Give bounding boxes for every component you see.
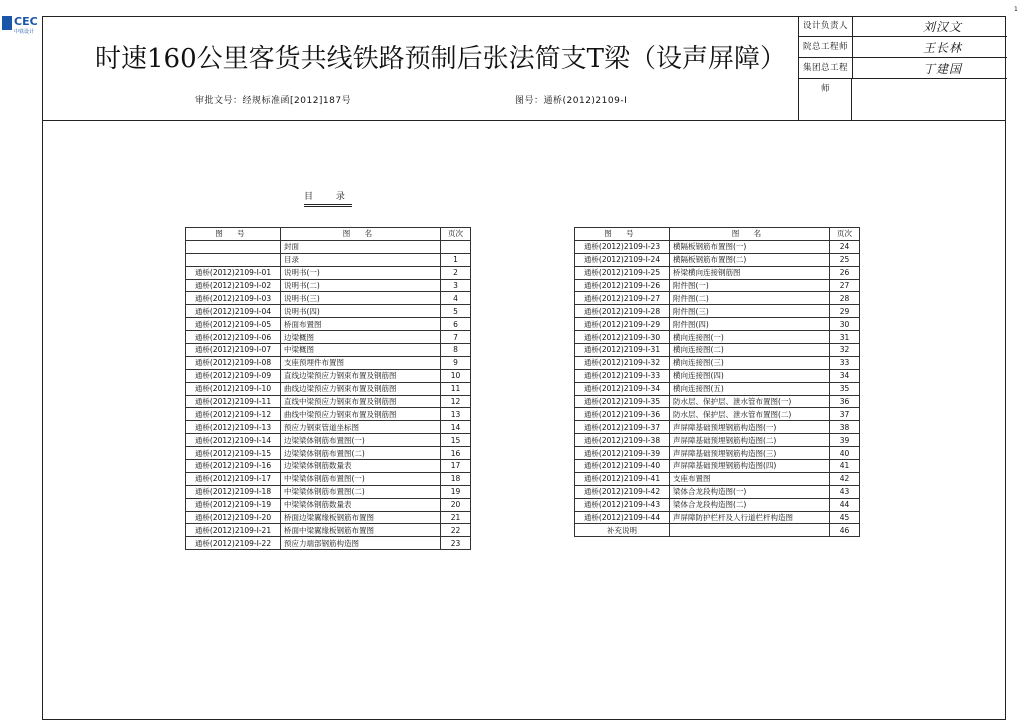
signature-label: 集团总工程师 [799,58,853,79]
drawing-number-cell: 补充说明 [575,524,670,537]
drawing-name-cell: 声屏障基础预埋钢筋构造图(四) [670,460,830,473]
page-cell: 25 [830,253,860,266]
logo [2,16,42,40]
drawing-name-cell: 梁体合龙段构造图(二) [670,498,830,511]
drawing-name-cell: 横向连接图(四) [670,369,830,382]
drawing-name-cell: 中梁梁体钢筋布置图(二) [281,485,441,498]
page-cell: 10 [441,369,471,382]
signature-row [799,58,1007,94]
table-row [575,331,860,344]
drawing-number-cell: 通桥(2012)2109-Ⅰ-09 [186,369,281,382]
table-row [186,498,471,511]
page-cell: 21 [441,511,471,524]
table-row [186,537,471,550]
table-row [186,331,471,344]
table-row [575,460,860,473]
drawing-number-cell: 通桥(2012)2109-Ⅰ-17 [186,472,281,485]
page-cell: 19 [441,485,471,498]
drawing-name-cell: 附件图(二) [670,292,830,305]
drawing-number-cell: 通桥(2012)2109-Ⅰ-23 [575,240,670,253]
drawing-number-cell: 通桥(2012)2109-Ⅰ-29 [575,318,670,331]
drawing-number-cell: 通桥(2012)2109-Ⅰ-07 [186,344,281,357]
header-page: 页次 [830,228,860,241]
page-cell: 18 [441,472,471,485]
table-row [186,511,471,524]
table-row [575,382,860,395]
header-page: 页次 [441,228,471,241]
page-cell: 4 [441,292,471,305]
page-cell: 30 [830,318,860,331]
table-row [575,266,860,279]
drawing-name-cell: 说明书(三) [281,292,441,305]
drawing-number-cell: 通桥(2012)2109-Ⅰ-33 [575,369,670,382]
drawing-name-cell: 防水层、保护层、泄水管布置图(二) [670,408,830,421]
drawing-number-cell: 通桥(2012)2109-Ⅰ-32 [575,356,670,369]
signature-row [799,16,1007,37]
table-row [575,421,860,434]
page-cell: 40 [830,447,860,460]
drawing-name-cell: 桥梁横向连接钢筋图 [670,266,830,279]
signature-cell [853,16,1007,37]
page-cell: 7 [441,331,471,344]
drawing-title: 时速160公里客货共线铁路预制后张法简支T梁（设声屏障） [95,44,786,74]
table-row [575,292,860,305]
logo-mark [2,16,12,30]
header-drawing-no: 图 号 [575,228,670,241]
signature-row [799,37,1007,58]
table-row [575,498,860,511]
page-cell: 23 [441,537,471,550]
table-row [575,511,860,524]
drawing-number-cell: 通桥(2012)2109-Ⅰ-44 [575,511,670,524]
table-row [186,292,471,305]
drawing-name-cell: 横向连接图(二) [670,344,830,357]
page-cell: 5 [441,305,471,318]
page-cell: 43 [830,485,860,498]
toc-table-left [185,227,471,550]
drawing-number-cell: 通桥(2012)2109-Ⅰ-36 [575,408,670,421]
signature-cell [853,37,1007,58]
drawing-number-cell: 通桥(2012)2109-Ⅰ-43 [575,498,670,511]
page-cell: 37 [830,408,860,421]
table-row [186,253,471,266]
drawing-name-cell: 中梁梁体钢筋数量表 [281,498,441,511]
page-cell: 45 [830,511,860,524]
drawing-name-cell: 声屏障基础预埋钢筋构造图(二) [670,434,830,447]
drawing-name-cell: 横隔板钢筋布置图(一) [670,240,830,253]
drawing-number-cell: 通桥(2012)2109-Ⅰ-27 [575,292,670,305]
drawing-name-cell: 附件图(四) [670,318,830,331]
drawing-number-cell: 通桥(2012)2109-Ⅰ-31 [575,344,670,357]
drawing-number-cell: 通桥(2012)2109-Ⅰ-28 [575,305,670,318]
drawing-number: 图号：通桥(2012)2109-Ⅰ [515,96,628,106]
table-row [186,382,471,395]
signature-spacer [798,79,852,120]
header-divider [42,120,1006,121]
drawing-number-cell: 通桥(2012)2109-Ⅰ-19 [186,498,281,511]
drawing-number-cell: 通桥(2012)2109-Ⅰ-34 [575,382,670,395]
drawing-number-cell: 通桥(2012)2109-Ⅰ-14 [186,434,281,447]
page-cell: 9 [441,356,471,369]
drawing-name-cell [670,524,830,537]
drawing-name-cell: 桥面布置图 [281,318,441,331]
drawing-number-cell: 通桥(2012)2109-Ⅰ-01 [186,266,281,279]
contents-heading: 目 录 [304,192,355,202]
drawing-number-cell: 通桥(2012)2109-Ⅰ-39 [575,447,670,460]
page-cell: 12 [441,395,471,408]
drawing-name-cell: 附件图(三) [670,305,830,318]
table-row [186,369,471,382]
table-row [575,395,860,408]
table-row [575,447,860,460]
table-row [186,524,471,537]
page-cell [441,240,471,253]
drawing-number-cell: 通桥(2012)2109-Ⅰ-04 [186,305,281,318]
page-cell: 13 [441,408,471,421]
table-header-row [186,228,471,241]
drawing-name-cell: 横隔板钢筋布置图(二) [670,253,830,266]
drawing-number-cell: 通桥(2012)2109-Ⅰ-25 [575,266,670,279]
drawing-number-cell: 通桥(2012)2109-Ⅰ-26 [575,279,670,292]
drawing-name-cell: 说明书(四) [281,305,441,318]
drawing-number-cell: 通桥(2012)2109-Ⅰ-21 [186,524,281,537]
drawing-name-cell: 桥面边梁翼缘板钢筋布置图 [281,511,441,524]
table-row [186,305,471,318]
drawing-name-cell: 说明书(一) [281,266,441,279]
drawing-number-cell: 通桥(2012)2109-Ⅰ-38 [575,434,670,447]
table-row [575,305,860,318]
drawing-name-cell: 预应力钢束管道坐标图 [281,421,441,434]
page-cell: 41 [830,460,860,473]
drawing-number-cell: 通桥(2012)2109-Ⅰ-24 [575,253,670,266]
page-cell: 22 [441,524,471,537]
drawing-number-cell: 通桥(2012)2109-Ⅰ-13 [186,421,281,434]
drawing-number-cell: 通桥(2012)2109-Ⅰ-02 [186,279,281,292]
drawing-number-cell: 通桥(2012)2109-Ⅰ-16 [186,460,281,473]
drawing-number-cell [186,240,281,253]
drawing-number-cell: 通桥(2012)2109-Ⅰ-10 [186,382,281,395]
table-row [186,356,471,369]
table-row [575,279,860,292]
table-row [575,344,860,357]
signature-cell [853,58,1007,79]
table-row [186,460,471,473]
page-cell: 27 [830,279,860,292]
drawing-name-cell: 曲线中梁预应力钢束布置及钢筋图 [281,408,441,421]
page-cell: 15 [441,434,471,447]
table-row [186,472,471,485]
signature: 丁建国 [923,62,963,76]
drawing-number-cell: 通桥(2012)2109-Ⅰ-05 [186,318,281,331]
drawing-name-cell: 边梁梁体钢筋布置图(一) [281,434,441,447]
signature-label: 设计负责人 [799,16,853,37]
drawing-number-cell: 通桥(2012)2109-Ⅰ-15 [186,447,281,460]
header-drawing-no: 图 号 [186,228,281,241]
drawing-name-cell: 声屏障基础预埋钢筋构造图(三) [670,447,830,460]
table-row [575,253,860,266]
drawing-name-cell: 横向连接图(一) [670,331,830,344]
page-cell: 2 [441,266,471,279]
corner-mark: 1 [1014,6,1018,13]
page-cell: 31 [830,331,860,344]
drawing-name-cell: 说明书(二) [281,279,441,292]
drawing-number-cell: 通桥(2012)2109-Ⅰ-35 [575,395,670,408]
table-row [186,395,471,408]
page-cell: 36 [830,395,860,408]
drawing-name-cell: 直线中梁预应力钢束布置及钢筋图 [281,395,441,408]
page-cell: 17 [441,460,471,473]
approval-number: 审批文号：经规标准函[2012]187号 [195,96,352,106]
drawing-name-cell: 边梁梁体钢筋布置图(二) [281,447,441,460]
table-row [575,318,860,331]
page-cell: 35 [830,382,860,395]
drawing-number-cell: 通桥(2012)2109-Ⅰ-37 [575,421,670,434]
page-cell: 34 [830,369,860,382]
drawing-number-cell: 通桥(2012)2109-Ⅰ-42 [575,485,670,498]
signature: 王长林 [923,41,963,55]
page-cell: 26 [830,266,860,279]
signature: 刘汉文 [923,20,963,34]
drawing-name-cell: 中梁概图 [281,344,441,357]
logo-text: CEC [14,15,38,28]
page-cell: 6 [441,318,471,331]
drawing-number-cell: 通桥(2012)2109-Ⅰ-11 [186,395,281,408]
table-row [575,240,860,253]
table-row [186,434,471,447]
toc-table-right [574,227,860,537]
drawing-name-cell: 梁体合龙段构造图(一) [670,485,830,498]
drawing-name-cell: 支座布置图 [670,472,830,485]
drawing-number-cell: 通桥(2012)2109-Ⅰ-06 [186,331,281,344]
header-drawing-name: 图 名 [281,228,441,241]
page-cell: 39 [830,434,860,447]
page-cell: 24 [830,240,860,253]
drawing-name-cell: 防水层、保护层、泄水管布置图(一) [670,395,830,408]
drawing-name-cell: 边梁概图 [281,331,441,344]
drawing-name-cell: 支座预埋件布置图 [281,356,441,369]
drawing-name-cell: 横向连接图(五) [670,382,830,395]
drawing-name-cell: 直线边梁预应力钢束布置及钢筋图 [281,369,441,382]
table-row [186,279,471,292]
drawing-name-cell: 曲线边梁预应力钢束布置及钢筋图 [281,382,441,395]
drawing-number-cell: 通桥(2012)2109-Ⅰ-08 [186,356,281,369]
drawing-name-cell: 声屏障防护栏杆及人行道栏杆构造图 [670,511,830,524]
drawing-number-cell [186,253,281,266]
table-row [186,485,471,498]
drawing-name-cell: 附件图(一) [670,279,830,292]
page-cell: 16 [441,447,471,460]
drawing-number-cell: 通桥(2012)2109-Ⅰ-03 [186,292,281,305]
page-cell: 33 [830,356,860,369]
drawing-number-cell: 通桥(2012)2109-Ⅰ-12 [186,408,281,421]
drawing-number-cell: 通桥(2012)2109-Ⅰ-22 [186,537,281,550]
table-row [186,421,471,434]
page-cell: 1 [441,253,471,266]
drawing-name-cell: 边梁梁体钢筋数量表 [281,460,441,473]
page-cell: 42 [830,472,860,485]
logo-subtext: 中铁设计 [14,29,35,35]
table-row [575,369,860,382]
drawing-name-cell: 中梁梁体钢筋布置图(一) [281,472,441,485]
header-drawing-name: 图 名 [670,228,830,241]
page-cell: 29 [830,305,860,318]
contents-underline [304,206,352,207]
page-cell: 28 [830,292,860,305]
drawing-name-cell: 目录 [281,253,441,266]
drawing-name-cell: 预应力端部钢筋构造图 [281,537,441,550]
table-row [575,434,860,447]
table-row [186,344,471,357]
page-cell: 38 [830,421,860,434]
table-row [186,408,471,421]
table-row [186,318,471,331]
drawing-name-cell: 封面 [281,240,441,253]
page-cell: 14 [441,421,471,434]
page-cell: 46 [830,524,860,537]
drawing-number-cell: 通桥(2012)2109-Ⅰ-18 [186,485,281,498]
drawing-number-cell: 通桥(2012)2109-Ⅰ-41 [575,472,670,485]
drawing-number-cell: 通桥(2012)2109-Ⅰ-20 [186,511,281,524]
drawing-number-cell: 通桥(2012)2109-Ⅰ-40 [575,460,670,473]
table-row [575,485,860,498]
table-row [575,524,860,537]
page-cell: 11 [441,382,471,395]
drawing-name-cell: 横向连接图(三) [670,356,830,369]
page-cell: 20 [441,498,471,511]
table-row [575,408,860,421]
page-cell: 3 [441,279,471,292]
table-row [575,472,860,485]
table-header-row [575,228,860,241]
drawing-name-cell: 桥面中梁翼缘板钢筋布置图 [281,524,441,537]
drawing-name-cell: 声屏障基础预埋钢筋构造图(一) [670,421,830,434]
table-row [186,240,471,253]
signature-label: 院总工程师 [799,37,853,58]
page-cell: 32 [830,344,860,357]
page-cell: 8 [441,344,471,357]
table-row [575,356,860,369]
contents-underline [304,204,352,205]
table-row [186,266,471,279]
page-cell: 44 [830,498,860,511]
drawing-number-cell: 通桥(2012)2109-Ⅰ-30 [575,331,670,344]
table-row [186,447,471,460]
